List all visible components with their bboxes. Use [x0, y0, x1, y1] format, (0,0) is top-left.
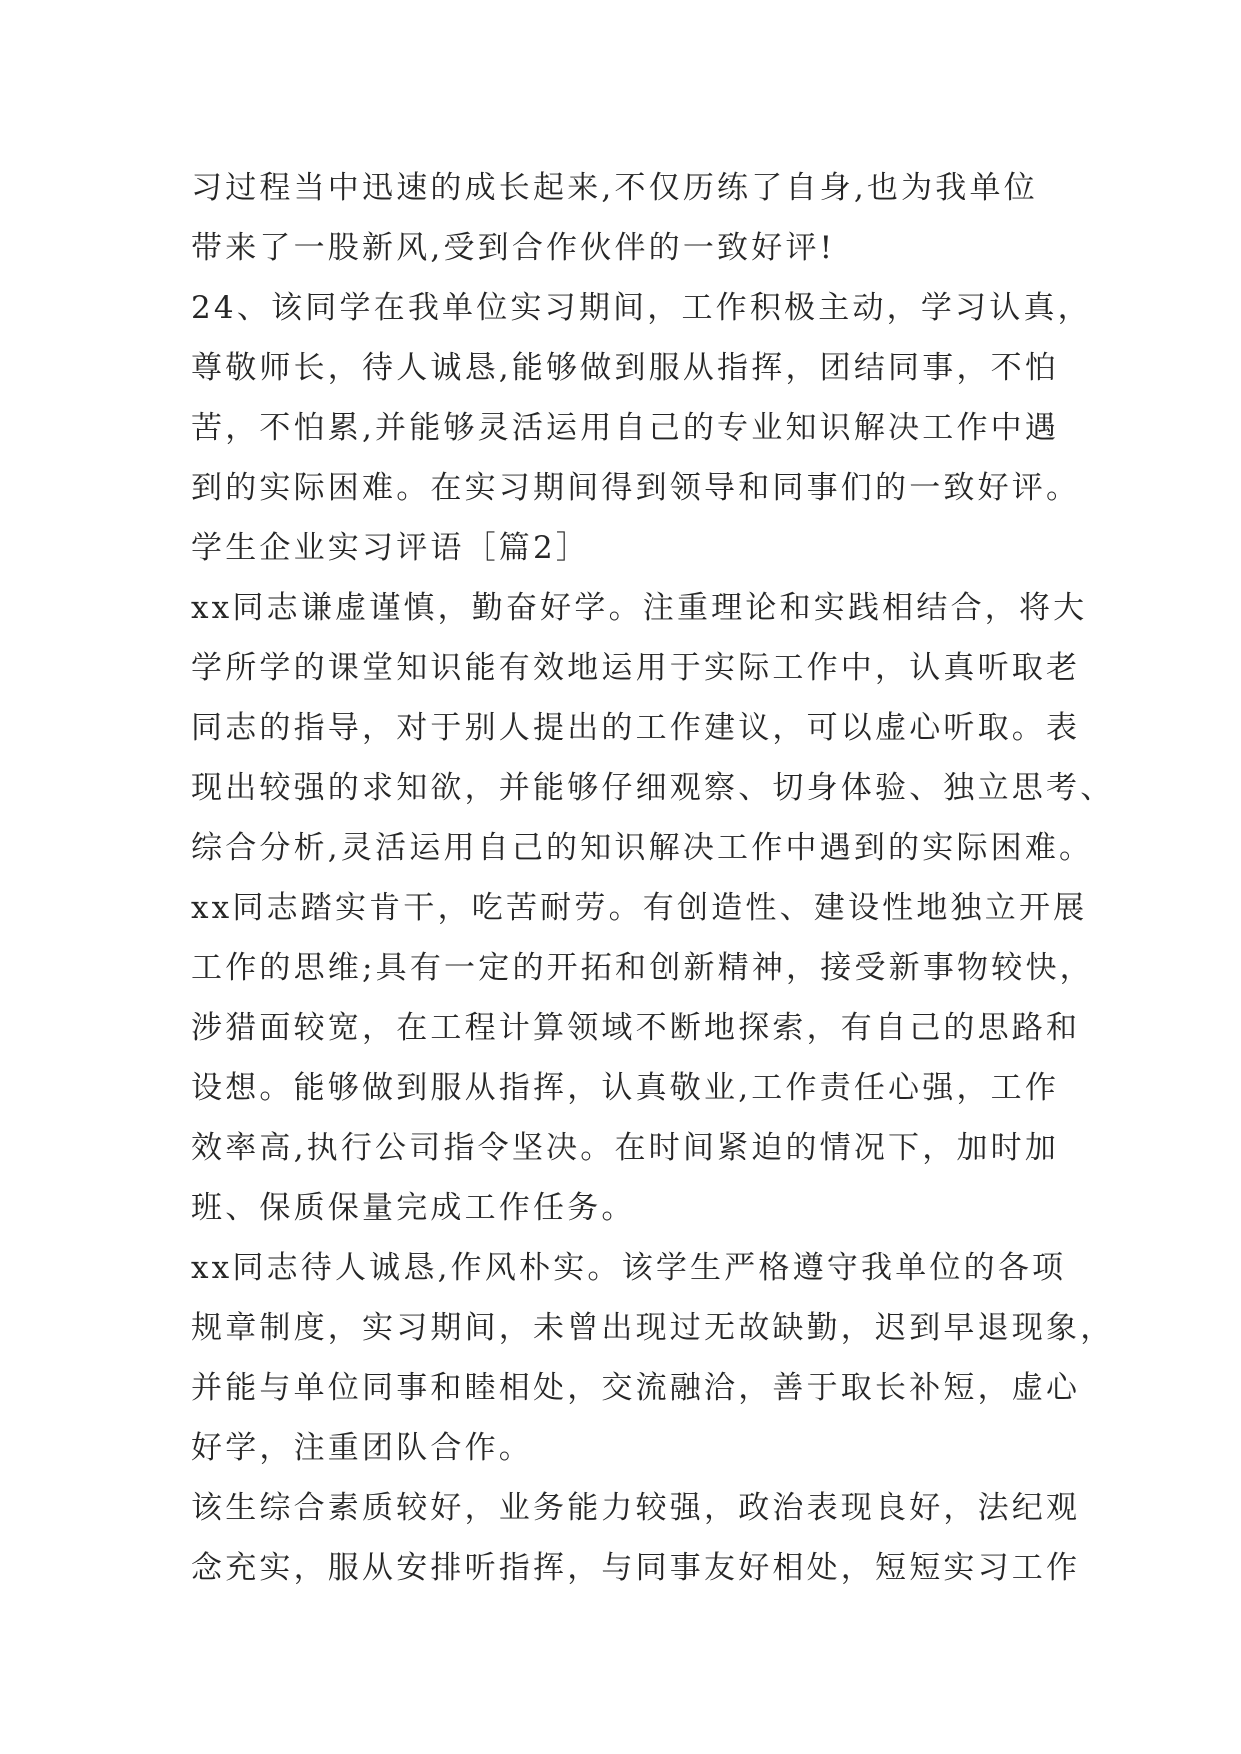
text-line: 规章制度，实习期间，未曾出现过无故缺勤，迟到早退现象，: [191, 1310, 1115, 1346]
text-line: 学所学的课堂知识能有效地运用于实际工作中，认真听取老: [191, 650, 1081, 686]
text-line: 综合分析,灵活运用自己的知识解决工作中遇到的实际困难。: [191, 830, 1094, 866]
section-heading: 学生企业实习评语［篇2］: [191, 530, 591, 566]
text-line: 好学，注重团队合作。: [191, 1430, 533, 1466]
text-line: xx同志待人诚恳,作风朴实。该学生严格遵守我单位的各项: [191, 1250, 1067, 1286]
text-line: xx同志谦虚谨慎，勤奋好学。注重理论和实践相结合，将大: [191, 590, 1088, 626]
text-line: 现出较强的求知欲，并能够仔细观察、切身体验、独立思考、: [191, 770, 1115, 806]
text-line: 涉猎面较宽，在工程计算领域不断地探索，有自己的思路和: [191, 1010, 1081, 1046]
text-line: 效率高,执行公司指令坚决。在时间紧迫的情况下，加时加: [191, 1130, 1060, 1166]
text-line: 尊敬师长，待人诚恳,能够做到服从指挥，团结同事，不怕: [191, 350, 1060, 386]
text-line: 工作的思维;具有一定的开拓和创新精神，接受新事物较快，: [191, 950, 1094, 986]
text-line: xx同志踏实肯干，吃苦耐劳。有创造性、建设性地独立开展: [191, 890, 1088, 926]
text-line: 念充实，服从安排听指挥，与同事友好相处，短短实习工作: [191, 1550, 1081, 1586]
text-line: 到的实际困难。在实习期间得到领导和同事们的一致好评。: [191, 470, 1081, 506]
text-line: 同志的指导，对于别人提出的工作建议，可以虚心听取。表: [191, 710, 1081, 746]
text-line: 苦，不怕累,并能够灵活运用自己的专业知识解决工作中遇: [191, 410, 1060, 446]
text-line: 设想。能够做到服从指挥，认真敬业,工作责任心强，工作: [191, 1070, 1060, 1106]
text-line: 习过程当中迅速的成长起来,不仅历练了自身,也为我单位: [191, 170, 1038, 206]
text-line: 班、保质保量完成工作任务。: [191, 1190, 636, 1226]
text-line: 该生综合素质较好，业务能力较强，政治表现良好，法纪观: [191, 1490, 1081, 1526]
text-line: 并能与单位同事和睦相处，交流融洽，善于取长补短，虚心: [191, 1370, 1081, 1406]
document-body: [191, 158, 1115, 1598]
text-line: 带来了一股新风,受到合作伙伴的一致好评!: [191, 230, 836, 266]
text-line: 24、该同学在我单位实习期间，工作积极主动，学习认真，: [191, 290, 1092, 326]
